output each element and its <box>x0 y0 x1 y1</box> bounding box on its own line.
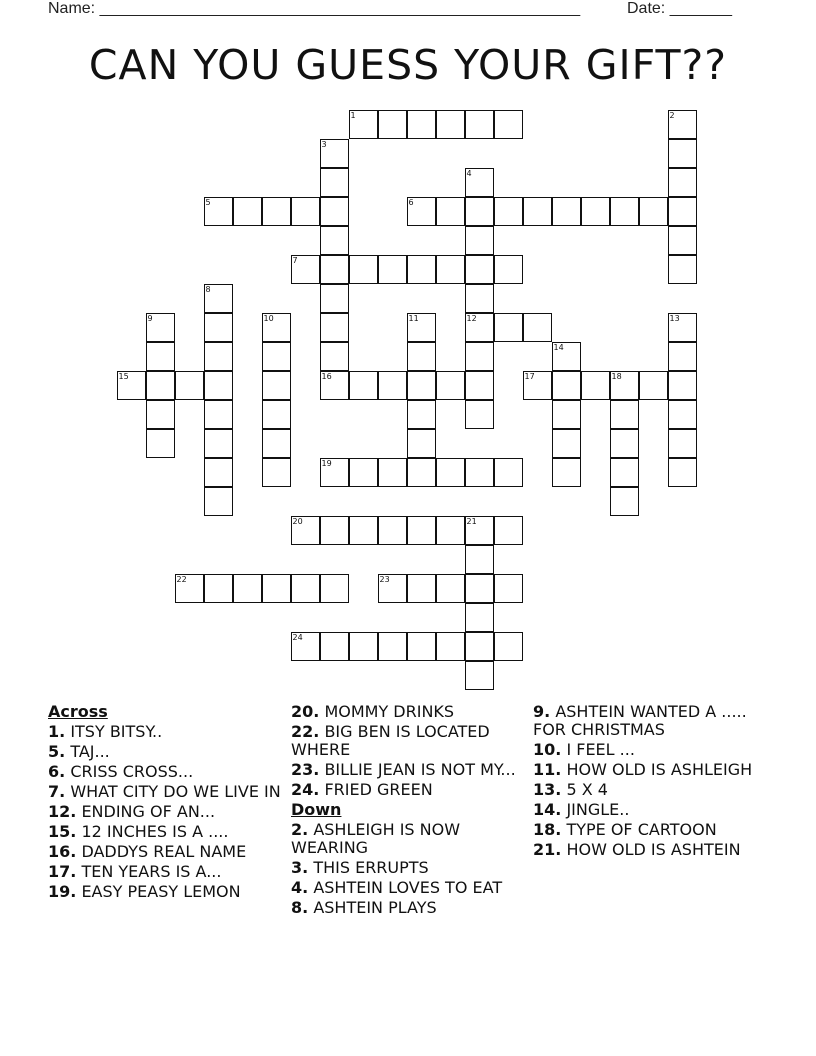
grid-cell[interactable] <box>204 574 233 603</box>
clue-number: 14 <box>553 342 564 352</box>
clue-column-3 <box>533 703 768 861</box>
grid-cell[interactable] <box>291 197 320 226</box>
grid-cell[interactable] <box>262 342 291 371</box>
clue-number: 8 <box>205 284 211 294</box>
grid-cell[interactable] <box>552 371 581 400</box>
grid-cell[interactable] <box>204 313 233 342</box>
grid-cell[interactable] <box>465 661 494 690</box>
grid-cell[interactable] <box>494 110 523 139</box>
down-heading: Down <box>291 800 342 819</box>
grid-cell[interactable] <box>291 516 320 545</box>
grid-cell[interactable] <box>494 632 523 661</box>
clue-across-22: 22. BIG BEN IS LOCATED WHERE <box>291 722 490 759</box>
grid-cell[interactable] <box>639 197 668 226</box>
grid-cell[interactable] <box>668 429 697 458</box>
grid-cell[interactable] <box>465 255 494 284</box>
clue-across-23: 23. BILLIE JEAN IS NOT MY... <box>291 760 516 779</box>
grid-cell[interactable] <box>262 458 291 487</box>
grid-cell[interactable] <box>204 429 233 458</box>
grid-cell[interactable] <box>378 574 407 603</box>
grid-cell[interactable] <box>436 458 465 487</box>
clue-across-7: 7. WHAT CITY DO WE LIVE IN <box>48 782 281 801</box>
clue-number: 5 <box>205 197 211 207</box>
clue-number: 15 <box>118 371 129 381</box>
grid-cell[interactable] <box>465 110 494 139</box>
clue-number: 6 <box>408 197 414 207</box>
clue-number: 13 <box>669 313 680 323</box>
grid-cell[interactable] <box>262 371 291 400</box>
clue-across-5: 5. TAJ... <box>48 742 110 761</box>
grid-cell[interactable] <box>146 429 175 458</box>
clue-number: 7 <box>292 255 298 265</box>
grid-cell[interactable] <box>204 371 233 400</box>
grid-cell[interactable] <box>436 516 465 545</box>
grid-cell[interactable] <box>407 110 436 139</box>
grid-cell[interactable] <box>552 458 581 487</box>
grid-cell[interactable] <box>407 400 436 429</box>
grid-cell[interactable] <box>262 313 291 342</box>
clue-across-16: 16. DADDYS REAL NAME <box>48 842 247 861</box>
grid-cell[interactable] <box>407 313 436 342</box>
grid-cell[interactable] <box>378 632 407 661</box>
grid-cell[interactable] <box>378 516 407 545</box>
grid-cell[interactable] <box>668 313 697 342</box>
grid-cell[interactable] <box>465 603 494 632</box>
grid-cell[interactable] <box>465 342 494 371</box>
grid-cell[interactable] <box>407 197 436 226</box>
grid-cell[interactable] <box>146 313 175 342</box>
grid-cell[interactable] <box>436 255 465 284</box>
grid-cell[interactable] <box>320 458 349 487</box>
grid-cell[interactable] <box>349 255 378 284</box>
clue-number: 18 <box>611 371 622 381</box>
clue-across-17: 17. TEN YEARS IS A... <box>48 862 222 881</box>
grid-cell[interactable] <box>407 371 436 400</box>
grid-cell[interactable] <box>639 371 668 400</box>
clue-across-12: 12. ENDING OF AN... <box>48 802 216 821</box>
grid-cell[interactable] <box>494 574 523 603</box>
grid-cell[interactable] <box>610 458 639 487</box>
clue-down-14: 14. JINGLE.. <box>533 800 630 819</box>
grid-cell[interactable] <box>262 400 291 429</box>
grid-cell[interactable] <box>204 487 233 516</box>
grid-cell[interactable] <box>436 110 465 139</box>
clue-number: 23 <box>379 574 390 584</box>
grid-cell[interactable] <box>552 197 581 226</box>
grid-cell[interactable] <box>320 226 349 255</box>
grid-cell[interactable] <box>320 574 349 603</box>
grid-cell[interactable] <box>262 197 291 226</box>
grid-cell[interactable] <box>378 458 407 487</box>
grid-cell[interactable] <box>668 255 697 284</box>
grid-cell[interactable] <box>465 632 494 661</box>
grid-cell[interactable] <box>436 371 465 400</box>
grid-cell[interactable] <box>552 342 581 371</box>
grid-cell[interactable] <box>407 255 436 284</box>
grid-cell[interactable] <box>523 371 552 400</box>
clue-number: 10 <box>263 313 274 323</box>
grid-cell[interactable] <box>349 110 378 139</box>
clue-down-11: 11. HOW OLD IS ASHLEIGH <box>533 760 753 779</box>
clue-number: 9 <box>147 313 153 323</box>
clue-down-8: 8. ASHTEIN PLAYS <box>291 898 437 917</box>
grid-cell[interactable] <box>668 168 697 197</box>
grid-cell[interactable] <box>465 400 494 429</box>
grid-cell[interactable] <box>668 197 697 226</box>
grid-cell[interactable] <box>436 197 465 226</box>
grid-cell[interactable] <box>175 574 204 603</box>
clue-number: 22 <box>176 574 187 584</box>
clue-number: 20 <box>292 516 303 526</box>
grid-cell[interactable] <box>465 516 494 545</box>
grid-cell[interactable] <box>610 371 639 400</box>
clue-number: 16 <box>321 371 332 381</box>
grid-cell[interactable] <box>146 371 175 400</box>
grid-cell[interactable] <box>117 371 146 400</box>
grid-cell[interactable] <box>407 516 436 545</box>
grid-cell[interactable] <box>668 110 697 139</box>
grid-cell[interactable] <box>668 342 697 371</box>
grid-cell[interactable] <box>320 342 349 371</box>
grid-cell[interactable] <box>320 139 349 168</box>
grid-cell[interactable] <box>407 574 436 603</box>
grid-cell[interactable] <box>552 429 581 458</box>
clue-column-2 <box>291 703 526 919</box>
clue-down-4: 4. ASHTEIN LOVES TO EAT <box>291 878 503 897</box>
grid-cell[interactable] <box>494 197 523 226</box>
clue-down-9: 9. ASHTEIN WANTED A ..... FOR CHRISTMAS <box>533 702 747 739</box>
clue-number: 17 <box>524 371 535 381</box>
grid-cell[interactable] <box>320 255 349 284</box>
grid-cell[interactable] <box>465 226 494 255</box>
grid-cell[interactable] <box>320 284 349 313</box>
grid-cell[interactable] <box>581 197 610 226</box>
grid-cell[interactable] <box>320 168 349 197</box>
grid-cell[interactable] <box>465 313 494 342</box>
grid-cell[interactable] <box>668 226 697 255</box>
clue-down-13: 13. 5 X 4 <box>533 780 608 799</box>
grid-cell[interactable] <box>436 632 465 661</box>
grid-cell[interactable] <box>146 342 175 371</box>
grid-cell[interactable] <box>581 371 610 400</box>
grid-cell[interactable] <box>610 429 639 458</box>
grid-cell[interactable] <box>610 197 639 226</box>
grid-cell[interactable] <box>668 458 697 487</box>
grid-cell[interactable] <box>291 632 320 661</box>
grid-cell[interactable] <box>494 255 523 284</box>
clue-across-1: 1. ITSY BITSY.. <box>48 722 163 741</box>
grid-cell[interactable] <box>320 197 349 226</box>
clue-across-20: 20. MOMMY DRINKS <box>291 702 455 721</box>
grid-cell[interactable] <box>175 371 204 400</box>
grid-cell[interactable] <box>668 371 697 400</box>
date-field[interactable]: Date: _______ <box>627 0 732 17</box>
grid-cell[interactable] <box>291 255 320 284</box>
grid-cell[interactable] <box>465 197 494 226</box>
grid-cell[interactable] <box>465 574 494 603</box>
clue-number: 1 <box>350 110 356 120</box>
grid-cell[interactable] <box>233 197 262 226</box>
clue-across-19: 19. EASY PEASY LEMON <box>48 882 241 901</box>
clue-number: 21 <box>466 516 477 526</box>
clue-down-21: 21. HOW OLD IS ASHTEIN <box>533 840 741 859</box>
clue-number: 24 <box>292 632 303 642</box>
grid-cell[interactable] <box>523 197 552 226</box>
clue-across-15: 15. 12 INCHES IS A .... <box>48 822 229 841</box>
grid-cell[interactable] <box>378 255 407 284</box>
grid-cell[interactable] <box>204 342 233 371</box>
grid-cell[interactable] <box>262 574 291 603</box>
clue-down-18: 18. TYPE OF CARTOON <box>533 820 717 839</box>
grid-cell[interactable] <box>407 632 436 661</box>
clue-number: 19 <box>321 458 332 468</box>
grid-cell[interactable] <box>320 371 349 400</box>
grid-cell[interactable] <box>552 400 581 429</box>
grid-cell[interactable] <box>407 342 436 371</box>
grid-cell[interactable] <box>494 516 523 545</box>
grid-cell[interactable] <box>378 371 407 400</box>
grid-cell[interactable] <box>291 574 320 603</box>
grid-cell[interactable] <box>465 371 494 400</box>
clue-down-3: 3. THIS ERRUPTS <box>291 858 429 877</box>
grid-cell[interactable] <box>436 574 465 603</box>
puzzle-title: CAN YOU GUESS YOUR GIFT?? <box>88 41 728 89</box>
grid-cell[interactable] <box>523 313 552 342</box>
grid-cell[interactable] <box>146 400 175 429</box>
grid-cell[interactable] <box>349 516 378 545</box>
grid-cell[interactable] <box>668 400 697 429</box>
clue-number: 3 <box>321 139 327 149</box>
grid-cell[interactable] <box>204 197 233 226</box>
clue-down-2: 2. ASHLEIGH IS NOW WEARING <box>291 820 461 857</box>
grid-cell[interactable] <box>320 632 349 661</box>
grid-cell[interactable] <box>349 458 378 487</box>
grid-cell[interactable] <box>610 487 639 516</box>
grid-cell[interactable] <box>407 458 436 487</box>
clue-column-1 <box>48 703 283 903</box>
clue-number: 4 <box>466 168 472 178</box>
grid-cell[interactable] <box>204 458 233 487</box>
across-heading: Across <box>48 702 108 721</box>
grid-cell[interactable] <box>378 110 407 139</box>
grid-cell[interactable] <box>349 632 378 661</box>
grid-cell[interactable] <box>610 400 639 429</box>
grid-cell[interactable] <box>320 313 349 342</box>
grid-cell[interactable] <box>262 429 291 458</box>
clue-number: 2 <box>669 110 675 120</box>
grid-cell[interactable] <box>204 284 233 313</box>
grid-cell[interactable] <box>407 429 436 458</box>
clue-number: 11 <box>408 313 419 323</box>
grid-cell[interactable] <box>465 284 494 313</box>
grid-cell[interactable] <box>494 458 523 487</box>
clue-across-24: 24. FRIED GREEN <box>291 780 433 799</box>
grid-cell[interactable] <box>465 458 494 487</box>
grid-cell[interactable] <box>233 574 262 603</box>
clue-down-10: 10. I FEEL ... <box>533 740 635 759</box>
clue-number: 12 <box>466 313 477 323</box>
grid-cell[interactable] <box>668 139 697 168</box>
grid-cell[interactable] <box>349 371 378 400</box>
grid-cell[interactable] <box>465 168 494 197</box>
grid-cell[interactable] <box>494 313 523 342</box>
clue-across-6: 6. CRISS CROSS... <box>48 762 194 781</box>
name-field[interactable]: Name: ______________________________________________________ <box>48 0 581 17</box>
grid-cell[interactable] <box>320 516 349 545</box>
grid-cell[interactable] <box>465 545 494 574</box>
grid-cell[interactable] <box>204 400 233 429</box>
